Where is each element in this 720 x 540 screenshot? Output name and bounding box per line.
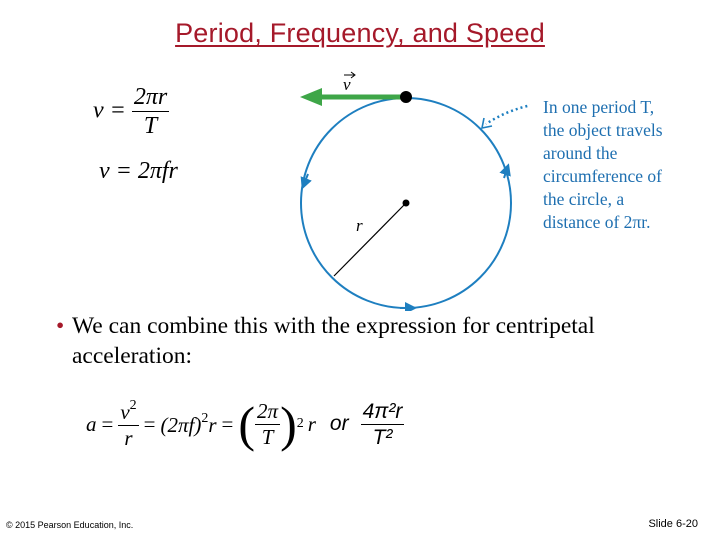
callout-pointer-head <box>482 118 492 128</box>
left-paren: ( <box>238 396 256 453</box>
fraction-2pi-over-T <box>255 400 280 449</box>
copyright-footer: © 2015 Pearson Education, Inc. <box>6 520 134 530</box>
exponent: 2 <box>201 410 209 426</box>
speed-frequency-equation: v = 2πfr <box>99 158 178 184</box>
bullet-text: We can combine this with the expression for centripetal acceleration: <box>72 313 595 369</box>
mid-r: r <box>208 412 217 437</box>
fraction-numerator <box>118 398 138 426</box>
period-callout <box>543 96 713 234</box>
fraction-denominator: r <box>124 426 133 451</box>
velocity-arrowhead <box>300 88 322 106</box>
fraction-4pi2r-over-T2 <box>361 400 405 449</box>
fraction-numerator: 2π <box>255 400 280 425</box>
numerator-v: v <box>120 400 130 424</box>
circular-motion-diagram <box>290 66 530 311</box>
fraction-denominator: T <box>261 424 274 449</box>
eq-a: a <box>86 411 97 436</box>
trailing-r: r <box>307 411 316 436</box>
speed-period-equation <box>93 84 169 140</box>
radius-line <box>334 203 406 276</box>
bullet-point <box>56 311 706 371</box>
callout-line: circumference of <box>543 166 663 186</box>
slide-number: Slide 6-20 <box>648 518 698 530</box>
radius-label: r <box>356 216 363 235</box>
exponent: 2 <box>296 416 304 432</box>
bullet-marker: • <box>56 313 65 339</box>
eq-equals: = <box>101 411 114 436</box>
center-dot <box>403 200 410 207</box>
eq-mid <box>161 411 217 438</box>
callout-pointer <box>486 103 530 124</box>
slide-title: Period, Frequency, and Speed <box>175 18 545 48</box>
fraction <box>132 84 169 140</box>
callout-line: In one period T, <box>543 97 655 117</box>
callout-line: the object travels <box>543 120 663 140</box>
exponent: 2 <box>129 398 137 413</box>
fraction-numerator: 4π²r <box>361 400 405 425</box>
mid-term: (2πf) <box>160 412 202 437</box>
equation-lhs: v = <box>93 97 126 124</box>
fraction-v2-over-r <box>118 398 138 450</box>
eq-equals: = <box>221 411 234 436</box>
right-paren: ) <box>280 396 297 453</box>
fraction-numerator: 2πr <box>132 84 169 112</box>
velocity-label: v <box>343 75 351 94</box>
fraction-denominator: T² <box>372 425 393 449</box>
centripetal-acceleration-equation <box>86 396 404 453</box>
callout-line: distance of 2πr. <box>543 212 651 232</box>
or-text: or <box>329 412 349 436</box>
direction-arrow-right <box>504 169 507 178</box>
callout-line: the circle, a <box>543 189 625 209</box>
callout-line: around the <box>543 143 618 163</box>
eq-equals: = <box>143 411 156 436</box>
object-dot <box>400 91 412 103</box>
fraction-denominator: T <box>143 113 158 140</box>
